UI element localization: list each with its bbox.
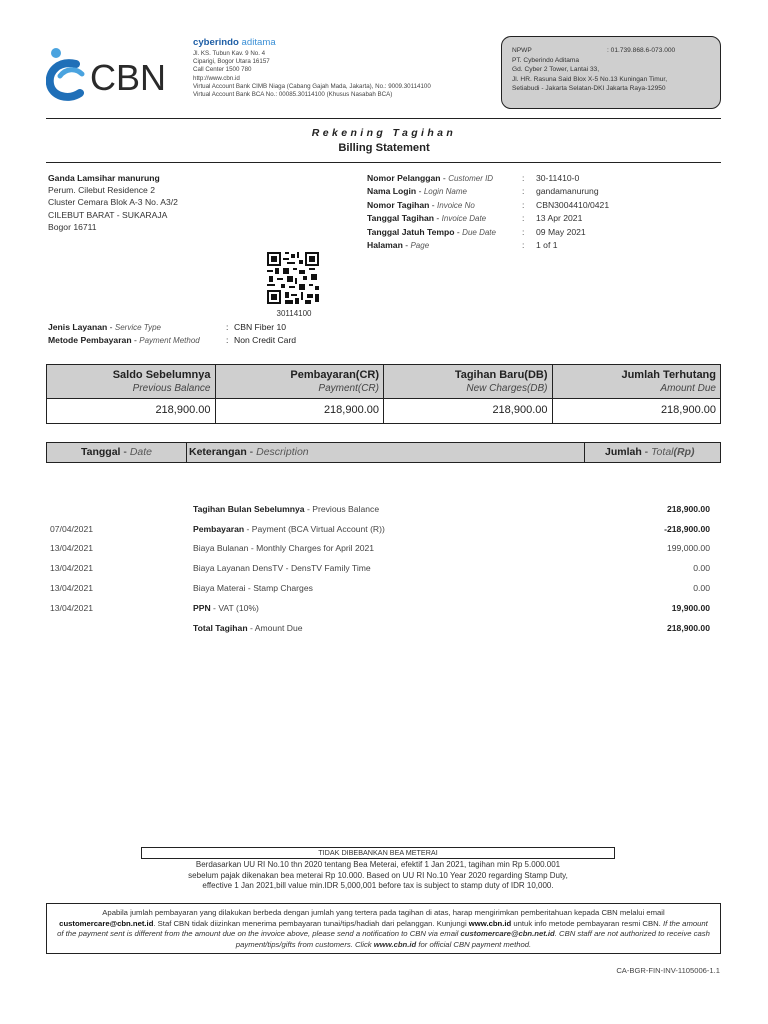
customer-address-line: Bogor 16711 — [48, 221, 97, 232]
header-total: Jumlah - Total(Rp) — [605, 446, 695, 458]
company-info — [193, 37, 493, 99]
summary-header-cell: Tagihan Baru(DB) New Charges(DB) — [384, 365, 553, 398]
table-row: 13/04/2021 Biaya Materai - Stamp Charges 0.00 — [50, 583, 710, 594]
table-row: 13/04/2021 Biaya Bulanan - Monthly Charges for April 2021 199,000.00 — [50, 543, 710, 554]
company-line: Virtual Account Bank BCA No.: 00085.30114100 (Khusus Nasabah BCA) — [193, 91, 393, 99]
stamp-duty-box: TIDAK DIBEBANKAN BEA METERAI — [141, 847, 615, 859]
service-row: Metode Pembayaran - Payment Method : Non Credit Card — [48, 334, 448, 347]
qr-code-icon — [267, 252, 319, 304]
npwp-label: NPWP — [512, 47, 532, 54]
info-row: Nomor Pelanggan - Customer ID : 30-11410-0 — [367, 172, 727, 185]
due-date: 09 May 2021 — [536, 226, 586, 237]
previous-balance-value: 218,900.00 — [47, 399, 216, 423]
payment-notice: Apabila jumlah pembayaran yang dilakukan berbeda dengan jumlah yang tertera pada tagihan di atas, harap mengirimkan pemberitahuan kepada CBN melalui email customercare@cbn.net.id. Staf CBN tidak diizinkan menerima pembayaran tunai/tips/hadiah dari pelanggan. Kunjungi www.cbn.id untuk info metode pembayaran resmi CBN. If the amount of the payment sent is different from the amount due on the invoice above, please send a notification to CBN via email customercare@cbn.net.id. CBN staff are not authorized to receive cash payment/tips/gifts from customers. Click www.cbn.id for official CBN payment method. — [46, 903, 721, 954]
invoice-info — [367, 172, 727, 252]
payment-method: Non Credit Card — [234, 335, 297, 346]
cbn-logo — [46, 46, 182, 104]
new-charges-value: 218,900.00 — [384, 399, 553, 423]
document-reference: CA-BGR-FIN-INV-1105006-1.1 — [616, 966, 720, 975]
divider — [46, 162, 721, 163]
page-number: 1 of 1 — [536, 240, 558, 251]
page-title: Rekening Tagihan — [311, 127, 457, 139]
npwp-line: Gd. Cyber 2 Tower, Lantai 33, — [512, 66, 600, 74]
payment-value: 218,900.00 — [216, 399, 385, 423]
website-link[interactable]: www.cbn.id — [468, 918, 512, 928]
company-name-sub: aditama — [241, 37, 276, 48]
total-row: Total Tagihan - Amount Due 218,900.00 — [193, 622, 710, 633]
company-line: Call Center 1500 780 — [193, 66, 252, 74]
npwp-line: Setiabudi - Jakarta Selatan-DKI Jakarta Raya-12950 — [512, 85, 666, 93]
header-date: Tanggal - Date — [47, 443, 187, 462]
balance-summary-table — [46, 364, 721, 424]
company-name: cyberindo — [193, 37, 239, 48]
website-link-en[interactable]: www.cbn.id — [373, 939, 417, 949]
login-name: gandamanurung — [536, 186, 599, 197]
customer-address-line: Cluster Cemara Blok A-3 No. A3/2 — [48, 197, 178, 208]
table-row: Tagihan Bulan Sebelumnya - Previous Balance 218,900.00 — [193, 503, 710, 514]
stamp-duty-note: Berdasarkan UU RI No.10 thn 2020 tentang Bea Meterai, efektif 1 Jan 2021, tagihan min Rp 5.000.001 sebelum pajak dikenakan bea meterai Rp 10.000. Based on UU RI No.10 Year 2020 regarding Stamp Duty, effective 1 Jan 2021,bill value min.IDR 5,000,001 before tax is subject to stamp duty of IDR 10,000. — [188, 860, 568, 891]
npwp-value: : 01.739.868.6-073.000 — [607, 47, 676, 54]
customer-id: 30-11410-0 — [536, 173, 580, 183]
summary-header-cell: Saldo Sebelumnya Previous Balance — [47, 365, 216, 398]
npwp-line: Jl. HR. Rasuna Said Blox X-5 No.13 Kuningan Timur, — [512, 75, 668, 83]
company-line: Virtual Account Bank CIMB Niaga (Cabang Gajah Mada, Jakarta), No.: 9009.30114100 — [193, 82, 431, 90]
detail-table-header — [46, 442, 721, 463]
invoice-date: 13 Apr 2021 — [536, 213, 583, 224]
customer-block — [48, 172, 328, 233]
service-type: CBN Fiber 10 — [234, 322, 287, 332]
info-row: Halaman - Page : 1 of 1 — [367, 239, 727, 252]
customercare-email-link-en[interactable]: customercare@cbn.net.id — [460, 929, 555, 939]
info-row: Tanggal Jatuh Tempo - Due Date : 09 May 2021 — [367, 226, 727, 239]
company-line: Jl. KS. Tubun Kav. 9 No. 4 — [193, 50, 266, 57]
amount-due-value: 218,900.00 — [660, 404, 716, 416]
invoice-number: CBN3004410/0421 — [536, 199, 610, 210]
detail-rows — [50, 499, 710, 638]
info-row: Nama Login - Login Name : gandamanurung — [367, 185, 727, 198]
customer-address-line: CILEBUT BARAT - SUKARAJA — [48, 209, 168, 220]
customer-name: Ganda Lamsihar manurung — [48, 173, 160, 183]
summary-header-cell: Pembayaran(CR) Payment(CR) — [216, 365, 385, 398]
info-row: Nomor Tagihan - Invoice No : CBN3004410/0421 — [367, 199, 727, 212]
header-description: Keterangan - Description — [187, 443, 585, 462]
info-row: Tanggal Tagihan - Invoice Date : 13 Apr 2021 — [367, 212, 727, 225]
svg-text:CBN: CBN — [90, 57, 167, 98]
npwp-box — [501, 36, 721, 109]
company-line: Ciparigi, Bogor Utara 16157 — [193, 58, 270, 66]
table-row: 07/04/2021 Pembayaran - Payment (BCA Virtual Account (R)) -218,900.00 — [50, 523, 710, 534]
customercare-email-link[interactable]: customercare@cbn.net.id — [59, 918, 154, 928]
divider — [46, 118, 721, 119]
table-row: 13/04/2021 Biaya Layanan DensTV - DensTV Family Time 0.00 — [50, 563, 710, 574]
qr-code-number: 30114100 — [276, 309, 312, 318]
npwp-line: PT. Cyberindo Aditama — [512, 56, 580, 64]
summary-header-cell: Jumlah Terhutang Amount Due — [621, 369, 716, 394]
table-row: 13/04/2021 PPN - VAT (10%) 19,900.00 — [50, 602, 710, 613]
service-info — [48, 321, 448, 348]
service-row: Jenis Layanan - Service Type : CBN Fiber 10 — [48, 321, 448, 334]
page-subtitle: Billing Statement — [338, 142, 430, 154]
customer-address-line: Perum. Cilebut Residence 2 — [48, 185, 155, 196]
company-website: http://www.cbn.id — [193, 74, 240, 82]
